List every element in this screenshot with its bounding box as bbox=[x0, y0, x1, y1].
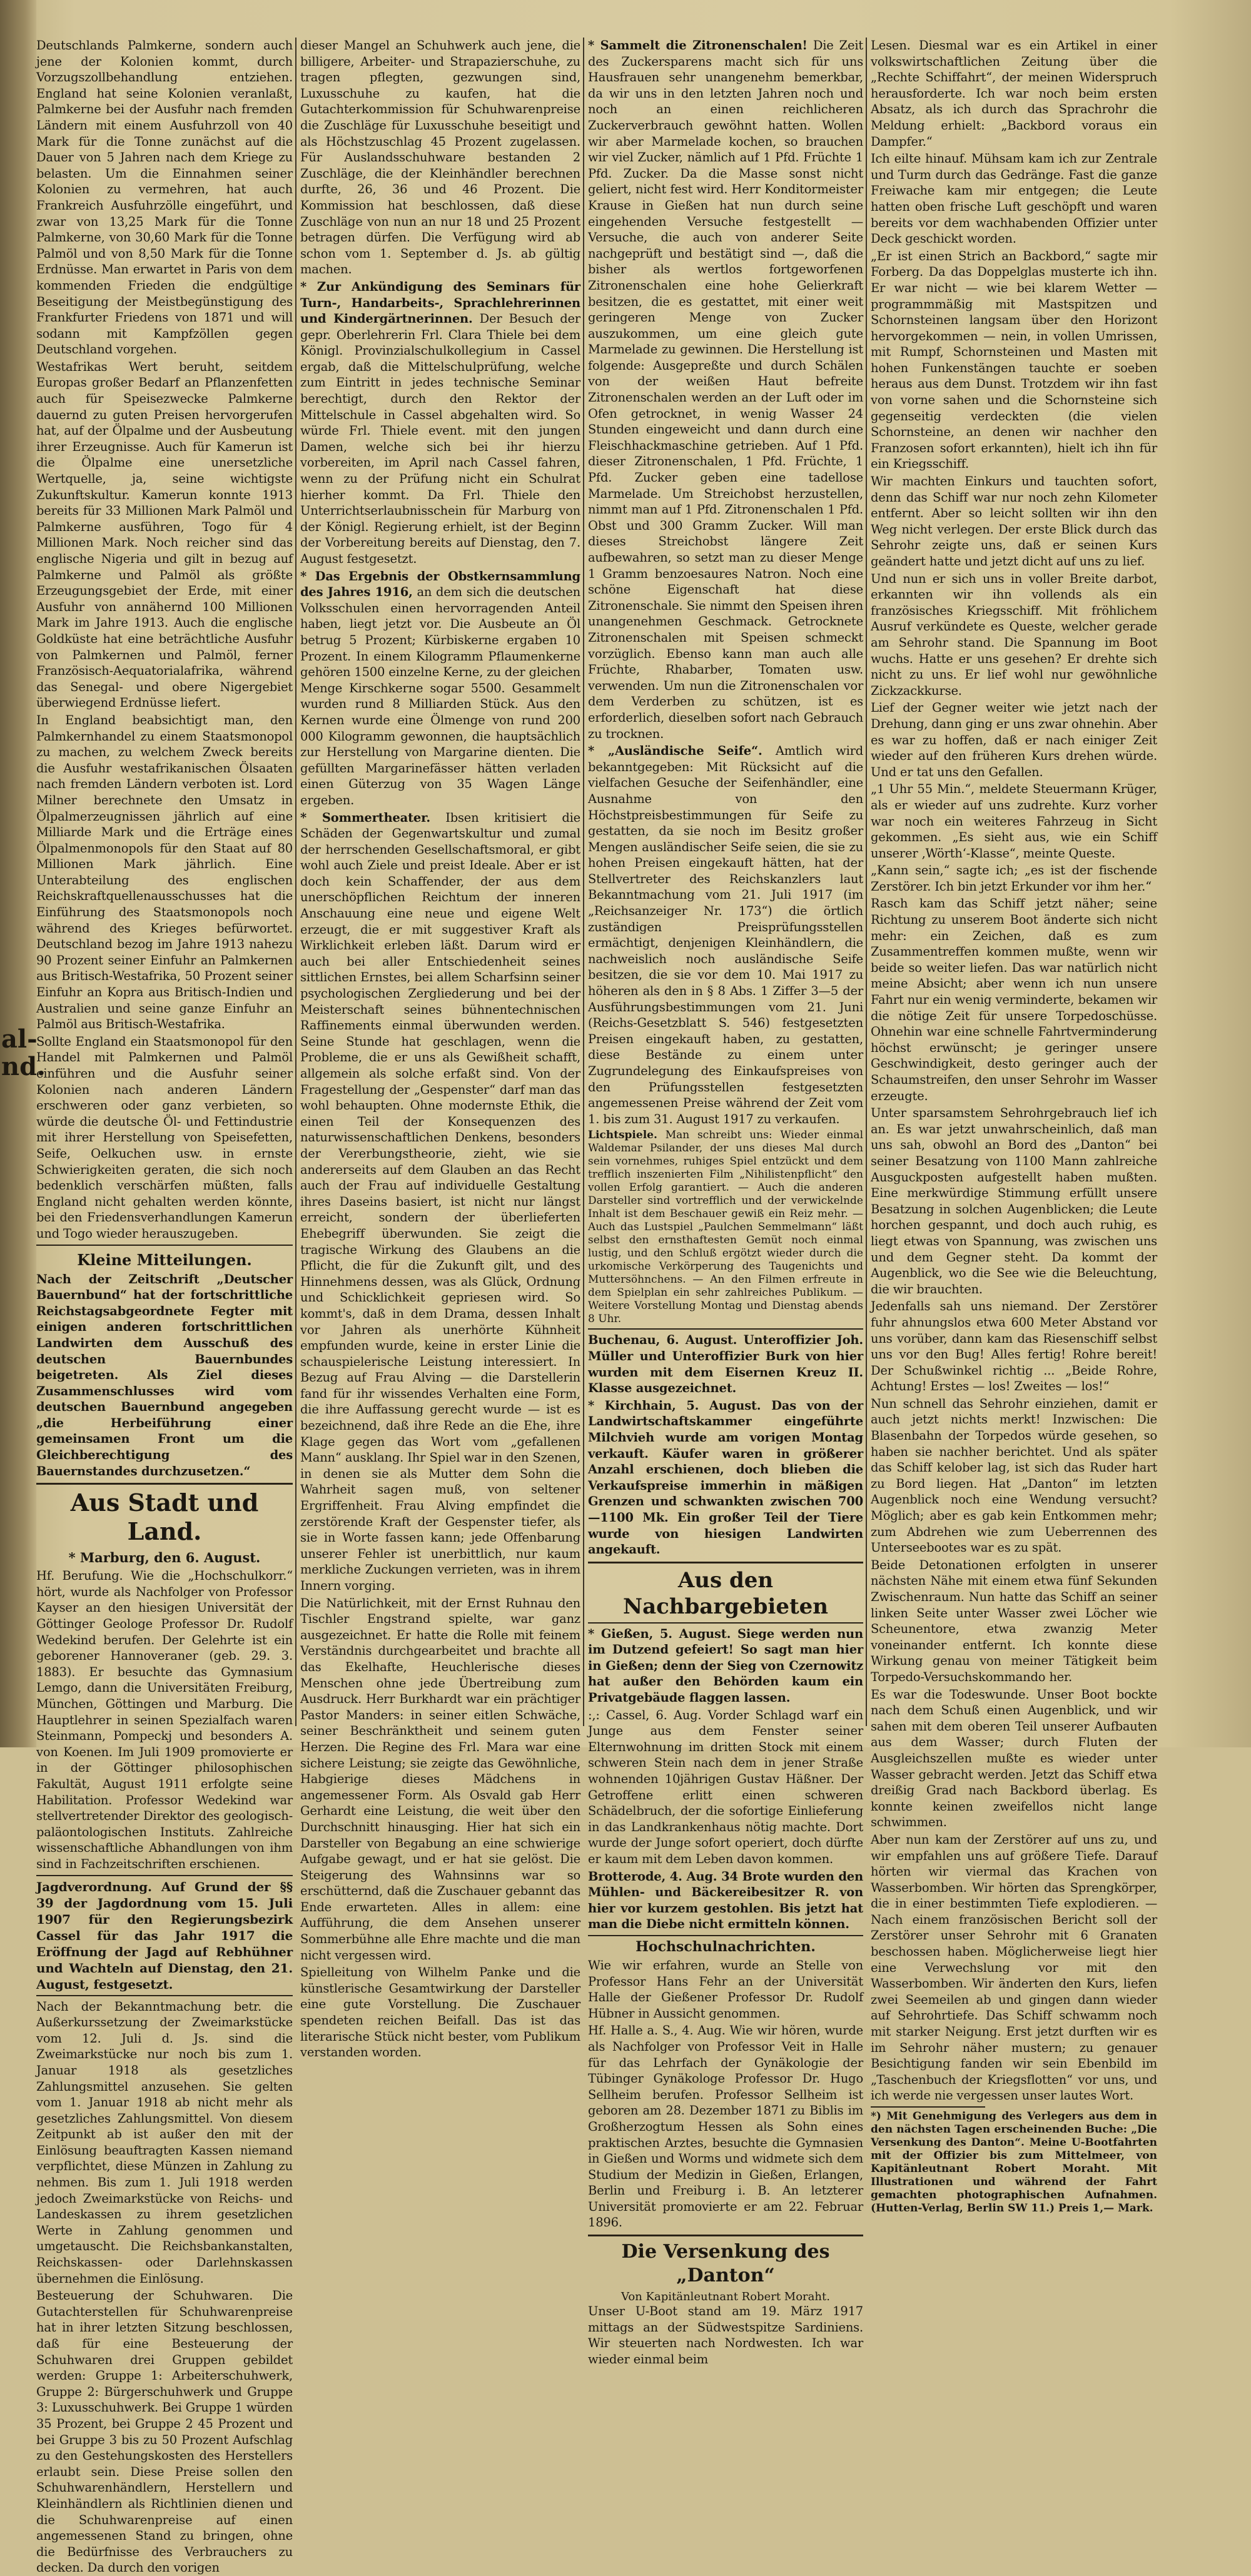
heading-sommertheater: * Sommertheater. bbox=[300, 810, 430, 825]
article-buchenau: Buchenau, 6. August. Unteroffizier Joh. Müller und Unteroffizier Burk von hier wurden mit dem Eisernen Kreuz II. Klasse ausgezeichnet. bbox=[588, 1333, 863, 1396]
article-danton-13: Beide Detonationen erfolgten in unserer nächsten Nähe mit einem etwa fünf Sekunden Zwischenraum. Nun hatte das Schiff an seiner linken Seite unter Wasser zwei Löcher wie Scheunentore, etwa zwanzig Meter voneinander entfernt. Ich konnte diese Wirkung genau von meiner Tätigkeit beim Torpedo-Versuchskommando her. bbox=[871, 1557, 1157, 1684]
divider bbox=[36, 1245, 293, 1246]
article-giessen: * Gießen, 5. August. Siege werden nun im Dutzend gefeiert! So sagt man hier in Gießen; denn der Sieg von Czernowitz hat außer den Behörden kaum ein Privatgebäude flaggen lassen. bbox=[588, 1626, 863, 1705]
article-palmkerne-3: In England beabsichtigt man, den Palmkernhandel zu einem Staatsmonopol zu machen, zu welchem Zweck bereits die Ausfuhr westafrikanischen Ölsaaten nach fremden Ländern verboten ist. Lord Milner berechnete den Umsatz in Ölpalmerzeugnissen jährlich auf eine Milliarde Mark und die Erträge eines Ölpalmenmonopols für den Staat auf 80 Millionen Mark jährlich. Eine Unterabteilung des englischen Reichskraftquellenausschusses hat die Einführung des Staatsmonopols noch während des Krieges befürwortet. Deutschland bezog im Jahre 1913 nahezu 90 Prozent seiner Einfuhr an Palmkernen aus Britisch-Westafrika, 50 Prozent seiner Einfuhr an Kopra aus Britisch-Indien und Australien und seine ganze Einfuhr an Palmöl aus Britisch-Westafrika. bbox=[36, 712, 293, 1032]
divider bbox=[588, 1328, 863, 1330]
article-sommertheater-1: Ibsen kritisiert die Schäden der Gegenwartskultur und zumal der herrschenden Gesellschaftsmoral, er gibt wohl auch Ziele und preist Ideale. Aber er ist doch kein Schaffender, der aus dem unerschöpflichen Reichtum der inneren Anschauung eine neue und eigene Welt erzeugt, die er mit suggestiver Kraft als Wirklichkeit erleben läßt. Darum wird er auch bei aller Entschiedenheit seines sittlichen Ernstes, bei allem Scharfsinn seiner psychologischen Zergliederung und bei der Meisterschaft seines bühnentechnischen Raffinements einmal überwunden werden. Seine Stunde hat geschlagen, wenn die Probleme, die er uns als Gewißheit schafft, allgemein als solche erfaßt sind. Von der Fragestellung der „Gespenster“ darf man das wohl behaupten. Ohne modernste Ethik, die einen Teil der Konsequenzen des naturwissenschaftlichen Denkens, besonders der Vererbungstheorie, zieht, wie sie andererseits auf dem Glauben an das Recht auch der Frau auf individuelle Gestaltung ihres Daseins basiert, ist nicht nur längst erreicht, sondern der überlieferten Ehebegriff überwunden. Sie zeigt die tragische Wirkung des Glaubens an die Pflicht, die für die Zukunft gilt, und des Hinnehmens dessen, was als Glück, Ordnung und Schicklichkeit gepriesen wird. So kommt's, daß in dem Drama, dessen Inhalt vor Jahren als unerhörte Kühnheit empfunden wurde, keine in erster Linie die schauspielerische Leistung interessiert. In Bezug auf Frau Alving — die Darstellerin fand für ihr wissendes Verhalten eine Form, die ihre Auffassung gerecht wurde — ist es bezeichnend, daß ihre Rede an die Ehe, ihre Klage gegen das Wort vom „gefallenen Mann“ ausklang. Ihr Spiel war in den Szenen, in denen sie als Mutter dem Sohn die Wahrheit sagen muß, von seltener Ergriffenheit. Frau Alving empfindet die zerstörende Kraft der Gespenster tiefer, als sie in Worte fassen kann; jede Offenbarung unserer Fehler ist unerbittlich, nur kaum merkliche Zuckungen verrieten, was in ihrem Innern vorging. bbox=[300, 810, 581, 1593]
column-rule bbox=[866, 38, 867, 1726]
article-seminar: Der Besuch der gepr. Oberlehrerin Frl. Clara Thiele bei dem Königl. Provinzialschulkollegium in Cassel ergab, daß die Mittelschulprüfung, welche zum Eintritt in jedes technische Seminar berechtigt, durch den Rektor der Mittelschule in Cassel abgehalten wird. So würde Frl. Thiele event. mit den jungen Damen, welche sich bei ihr hierzu vorbereiten, im April nach Cassel fahren, wenn zu der Prüfung nicht ein Schulrat hierher kommt. Da Frl. Thiele den Unterrichtserlaubnisschein für Marburg von der Königl. Regierung erhielt, ist der Beginn der Vorbereitung bereits auf Dienstag, den 7. August festgesetzt. bbox=[300, 311, 580, 566]
footnote-danton: *) Mit Genehmigung des Verlegers aus dem in den nächsten Tagen erscheinenden Buche: „Die Versenkung des Danton“. Meine U-Bootfahrten mit der Offizier bis zum Mittelmeer, von Kapitänleutnant Robert Moraht. Mit Illustrationen und während der Fahrt gemachten photographischen Aufnahmen. (Hutten-Verlag, Berlin SW 11.) Preis 1,— Mark. bbox=[871, 2110, 1157, 2215]
column-2 bbox=[300, 38, 581, 2060]
article-bauernbund: Nach der Zeitschrift „Deutscher Bauernbund“ hat der fortschrittliche Reichstagsabgeordnete Fegter mit einigen anderen fortschrittlichen Landwirten dem Ausschuß des deutschen Bauernbundes beigetreten. Als Ziel dieses Zusammenschlusses wird vom deutschen Bauernbund angegeben „die Herbeiführung einer gemeinsamen Front um die Gleichberechtigung des Bauernstandes durchzusetzen.“ bbox=[36, 1271, 293, 1478]
heading-jagdverordnung: Jagdverordnung. bbox=[36, 1879, 152, 1894]
article-danton-1: Lesen. Diesmal war es ein Artikel in einer volkswirtschaftlichen Zeitung über die „Rechte Schiffahrt“, der meinen Widerspruch herausforderte. Ich war noch beim ersten Absatz, als ich durch das Sprachrohr die Meldung erhielt: „Backbord voraus ein Dampfer.“ bbox=[871, 38, 1157, 149]
article-zweimarkstuecke: Nach der Bekanntmachung betr. die Außerkurssetzung der Zweimarkstücke vom 12. Juli d. Js. sind die Zweimarkstücke nur noch bis zum 1. Januar 1918 als gesetzliches Zahlungsmittel anzusehen. Sie gelten vom 1. Januar 1918 ab nicht mehr als gesetzliches Zahlungsmittel. Von diesem Zeitpunkt ab ist außer den mit der Einlösung beauftragten Kassen niemand verpflichtet, diese Münzen in Zahlung zu nehmen. Bis zum 1. Juli 1918 werden jedoch Zweimarkstücke von Reichs- und Landeskassen zu ihrem gesetzlichen Werte in Zahlung genommen und umgetauscht. Die Reichsbankanstalten, Reichskassen- oder Darlehnskassen übernehmen die Einlösung. bbox=[36, 1999, 293, 2286]
section-heading-kleine-mitteilungen: Kleine Mitteilungen. bbox=[77, 1250, 252, 1269]
divider bbox=[36, 1483, 293, 1485]
byline-moraht: Von Kapitänleutnant Robert Moraht. bbox=[621, 2290, 830, 2304]
article-sommertheater-3: Spielleitung von Wilhelm Panke und die künstlerische Gesamtwirkung der Darsteller eine gute Vorstellung. Die Zuschauer spendeten reichen Beifall. Das ist das literarische Stück nicht bester, vom Publikum verstanden worden. bbox=[300, 1965, 580, 2060]
article-danton-15: Aber nun kam der Zerstörer auf uns zu, und wir empfahlen uns auf größere Tiefe. Darauf hörten wir viermal das Krachen von Wasserbomben. Wir hörten das Sprengkörper, die in einer bestimmten Tiefe explodieren. — Nach einem französischen Bericht soll der Zerstörer unser Sehrohr mit 6 Granaten beschossen haben. Möglicherweise liegt hier eine Verwechslung vor mit den Wasserbomben. Wir änderten den Kurs, liefen zwei Seemeilen ab und gingen dann wieder auf Sehrohrtiefe. Das Schiff schwamm noch mit starker Neigung. Erst jetzt durften wir es im Sehrohr näher mustern; zu genauer Besichtigung fanden wir sein Ebenbild im „Taschenbuch der Kriegsflotten“ vor uns, und ich werde nie vergessen unser lautes Wort. bbox=[871, 1832, 1157, 2103]
article-danton-7: „1 Uhr 55 Min.“, meldete Steuermann Krüger, als er wieder auf uns zudrehte. Kurz vorher war noch ein weiteres Fahrzeug in Sicht gekommen. „Es sieht aus, wie ein Schiff unserer ‚Wörth‘-Klasse“, meinte Queste. bbox=[871, 782, 1157, 861]
article-danton-3: „Er ist einen Strich an Backbord,“ sagte mir Forberg. Da das Doppelglas musterte ich ihn. Er war nicht — wie bei klarem Wetter — programmmäßig mit Mastspitzen und Schornsteinen langsam über den Horizont hervorgekommen — nein, in vollen Umrissen, mit Rumpf, Schornsteinen und Masten mit hohen Funkenstängen tauchte er soeben heraus aus dem Dunst. Trotzdem wir ihn fast von vorne sahen und die Schornsteine sich gegenseitig verdeckten (die vielen Schornsteine, an denen wir nachher den Franzosen sofort erkannten), hielt ich ihn für ein Kriegsschiff. bbox=[871, 248, 1157, 472]
article-palmkerne-2: Westafrikas Wert beruht, seitdem Europas großer Bedarf an Pflanzenfetten auch für Speisezwecke Palmkerne dauernd zu guten Preisen hervorgerufen hat, auf der Ölpalme und der Ausbeutung ihrer Erzeugnisse. Auch für Kamerun ist die Ölpalme eine unersetzliche Wertquelle, ja, seine wichtigste Zukunftskultur. Kamerun konnte 1913 bereits für 33 Millionen Mark Palmöl und Palmkerne ausführen, Togo für 4 Millionen Mark. Noch reicher sind das englische Nigeria und gilt in bezug auf Palmkerne und Palmöl als größte Erzeugungsgebiet der Erde, mit einer Ausfuhr von annähernd 100 Millionen Mark im Jahre 1913. Auch die englische Goldküste hat eine beträchtliche Ausfuhr von Palmkernen und Palmöl, ferner Französisch-Aequatorialafrika, während das Senegal- und obere Nigergebiet überwiegend Erdnüsse liefert. bbox=[36, 359, 293, 710]
article-obstkernsammlung: an dem sich die deutschen Volksschulen einen hervorragenden Anteil haben, liegt jetzt vor. Die Ausbeute an Öl betrug 5 Prozent; Kürbiskerne ergaben 10 Prozent. In einem Kilogramm Pflaumenkerne gehören 1500 einzelne Kerne, zu der gleichen Menge Kirschkerne sogar 5500. Gesammelt wurden rund 8 Milliarden Stück. Aus den Kernen wurde eine Ölmenge von rund 200 000 Kilogramm gewonnen, die hauptsächlich zur Herstellung von Margarine dienten. Die gefüllten Margarinefässer hätten verladen einen Güterzug von 35 Wagen Länge ergeben. bbox=[300, 585, 580, 807]
divider bbox=[588, 2235, 863, 2236]
article-berufung: Hf. Berufung. Wie die „Hochschulkorr.“ hört, wurde als Nachfolger von Professor Kayser an den hiesigen Universität der Göttinger Geologe Professor Dr. Rudolf Wedekind berufen. Der Gelehrte ist ein geborener Hannoveraner (geb. 29. 3. 1883). Er besuchte das Gymnasium Lemgo, dann die Universitäten Freiburg, München, Göttingen und Marburg. Die Hauptlehrer in seinen Spezialfach waren Steinmann, Pompeckj und besonders A. von Koenen. Im Juli 1909 promovierte er in der Göttinger philosophischen Fakultät, August 1911 erfolgte seine Habilitation. Professor Wedekind war stellvertretender Direktor des geologisch-paläontologischen Instituts. Zahlreiche wissenschaftliche Abhandlungen von ihm sind in Fachzeitschriften erschienen. bbox=[36, 1568, 293, 1871]
article-danton-14: Es war die Todeswunde. Unser Boot bockte nach dem Schuß einen Augenblick, und wir sahen mit dem oberen Teil unserer Aufbauten aus dem Wasser; durch Fluten der Ausgleichszellen mußte es wieder unter Wasser gebracht werden. Jetzt das Schiff etwa dreißig Grad nach Backbord überlag. Es konnte keinen zweifellos nicht lange schwimmen. bbox=[871, 1687, 1157, 1830]
page-edge bbox=[1170, 0, 1251, 1747]
article-brotterode: Brotterode, 4. Aug. 34 Brote wurden den Mühlen- und Bäckereibesitzer R. von hier vor kurzem gestohlen. Bis jetzt hat man die Diebe nicht ermitteln können. bbox=[588, 1869, 863, 1932]
article-hochschul-2: Hf. Halle a. S., 4. Aug. Wie wir hören, wurde als Nachfolger von Professor Veit in Halle für das Lehrfach der Gynäkologie der Tübinger Gynäkologe Professor Dr. Hugo Sellheim berufen. Professor Sellheim ist geboren am 28. Dezember 1871 zu Biblis im Großherzogtum Hessen als Sohn eines praktischen Arztes, besuchte die Gymnasien in Gießen und Worms und widmete sich dem Studium der Medizin in Gießen, Erlangen, Berlin und Freiburg i. B. An letzterer Universität promovierte er am 22. Februar 1896. bbox=[588, 2023, 863, 2230]
column-4 bbox=[871, 38, 1157, 2215]
column-rule bbox=[583, 38, 584, 1726]
heading-versenkung-danton: Die Versenkung des „Danton“ bbox=[621, 2241, 830, 2287]
article-danton-10: Unter sparsamstem Sehrohrgebrauch lief ich an. Es war jetzt unwahrscheinlich, daß man uns sah, obwohl an Bord des „Danton“ bei seiner Besatzung von 1100 Mann zahlreiche Ausguckposten aufgestellt haben mußten. Eine merkwürdige Stimmung erfüllt unsere Besatzung in solchen Augenblicken; die Leute horchen gespannt, und doch auch ruhig, es liegt etwas von Spannung, was zwischen uns und dem Gegner steht. Da kommt der Augenblick, wo die See wie die Beleuchtung, die wir brauchten. bbox=[871, 1106, 1157, 1296]
divider bbox=[36, 1875, 293, 1876]
divider bbox=[871, 2106, 985, 2108]
article-danton-4: Wir machten Einkurs und tauchten sofort, denn das Schiff war nur noch zehn Kilometer entfernt. Aber so leicht sollten wir ihn den Weg nicht verlegen. Der erste Blick durch das Sehrohr zeigte uns, daß er seinen Kurs geändert hatte und jetzt dicht auf uns zu lief. bbox=[871, 474, 1157, 568]
heading-seminar: * Zur Ankündigung des Seminars für Turn-, Handarbeits-, Sprachlehrerinnen und Kindergärtnerinnen. bbox=[300, 279, 580, 326]
article-danton-6: Lief der Gegner weiter wie jetzt nach der Drehung, dann ging er uns zwar ohnehin. Aber es war zu hoffen, daß er nach einiger Zeit wieder auf den früheren Kurs drehen würde. Und er tat uns den Gefallen. bbox=[871, 700, 1157, 779]
article-danton-5: Und nun er sich uns in voller Breite darbot, erkannten wir ihn vollends als ein französisches Kriegsschiff. Mit fröhlichem Ausruf verkündete es Queste, welcher gerade am Sehrohr stand. Die Spannung im Boot wuchs. Hatte er uns gesehen? Er drehte sich nicht zu uns. Er lief wohl nur gewöhnliche Zickzackkurse. bbox=[871, 571, 1157, 698]
section-heading-nachbargebieten: Aus den Nachbargebieten bbox=[622, 1567, 829, 1619]
article-sommertheater-2: Die Natürlichkeit, mit der Ernst Ruhnau den Tischler Engstrand spielte, war ganz ausgezeichnet. Er hatte die Rolle mit feinem Verständnis durchgearbeitet und brachte all das Ekelhafte, Heuchlerische dieses Menschen ohne jede Übertreibung zum Ausdruck. Herr Burkhardt war ein prächtiger Pastor Manders: in seiner eitlen Schwäche, seiner Beschränktheit und seinem guten Herzen. Die Regine des Frl. Mara war eine sichere Leistung; sie zeigte das Gewöhnliche, Habgierige dieses Mädchens in angemessener Form. Als Osvald gab Herr Gerhardt eine Leistung, die weit über den Durchschnitt hinausging. Hier hat sich ein Darsteller von Begabung an eine schwierige Aufgabe gewagt, und er hat sie gelöst. Die Steigerung des Wahnsinns war so erschütternd, daß die Zuschauer gebannt das Ende erwarteten. Alles in allem: eine Aufführung, die dem Ansehen unserer Sommerbühne alle Ehre machte und die man nicht vergessen wird. bbox=[300, 1595, 580, 1962]
article-lichtspiele: Man schreibt uns: Wieder einmal Waldemar Psilander, der uns dieses Mal durch sein vornehmes, ruhiges Spiel entzückt und dem trefflich inszenierten Film „Nihilistenpflicht“ den vollen Erfolg garantiert. — Auch die anderen Darsteller sind vortrefflich und der verwickelnde Inhalt ist dem Beschauer gewiß ein Reiz mehr. — Auch das Lustspiel „Paulchen Semmelmann“ läßt selbst den ernsthaftesten Gemüt noch einmal lustig, und den Schluß ergötzt wieder durch die urkomische Verkörperung des Taugenichts und Muttersöhnchens. — An den Filmen erfreute in dem Spielplan ein sehr zahlreiches Publikum. — Weitere Vorstellung Montag und Dienstag abends 8 Uhr. bbox=[588, 1129, 864, 1326]
article-danton-8: „Kann sein,“ sagte ich; „es ist der fischende Zerstörer. Ich bin jetzt Erkunder vor ihm her.“ bbox=[871, 863, 1157, 894]
divider bbox=[588, 1622, 863, 1624]
article-danton-11: Jedenfalls sah uns niemand. Der Zerstörer fuhr ahnungslos etwa 600 Meter Abstand vor uns vorüber, dann kam das Riesenschiff selbst uns vor den Bug! Alles fertig! Rohre bereit! Der Schußwinkel richtig ... „Beide Rohre, Achtung! Erstes — los! Zweites — los!“ bbox=[871, 1299, 1157, 1394]
article-jagdverordnung: Auf Grund der §§ 39 der Jagdordnung vom 15. Juli 1907 für den Regierungsbezirk Cassel für das Jahr 1917 die Eröffnung der Jagd auf Rebhühner und Wachteln auf Dienstag, den 21. August, festgesetzt. bbox=[36, 1879, 293, 1992]
heading-lichtspiele: Lichtspiele. bbox=[588, 1129, 657, 1142]
divider bbox=[36, 1995, 293, 1996]
article-kirchhain: * Kirchhain, 5. August. Das von der Landwirtschaftskammer eingeführte Milchvieh wurde am vorigen Montag verkauft. Käufer waren in größerer Anzahl erschienen, doch blieben die Verkaufspreise immerhin in mäßigen Grenzen und schwankten zwischen 700—1100 Mk. Ein großer Teil der Tiere wurde von hiesigen Landwirten angekauft. bbox=[588, 1398, 863, 1557]
binding-edge bbox=[0, 0, 46, 1747]
column-1 bbox=[36, 38, 293, 2575]
article-danton-start: Unser U-Boot stand am 19. März 1917 mittags an der Südwestspitze Sardiniens. Wir steuerten nach Nordwesten. Ich war wieder einmal beim bbox=[588, 2304, 863, 2366]
article-palmkerne-1: Deutschlands Palmkerne, sondern auch jene der Kolonien kommt, durch Vorzugszollbehandlung entziehen. England hat seine Kolonien veranlaßt, Palmkerne bei der Ausfuhr nach fremden Ländern mit einem Ausfuhrzoll von 40 Mark für die Tonne zunächst auf die Dauer von 5 Jahren nach dem Kriege zu belasten. Um die Einnahmen seiner Kolonien zu vermehren, hat auch Frankreich Ausfuhrzölle eingeführt, und zwar von 13,25 Mark für die Tonne Palmkerne, von 30,60 Mark für die Tonne Palmöl und von 8,50 Mark für die Tonne Erdnüsse. Man erwartet in Paris von dem kommenden Frieden die endgültige Beseitigung der Meistbegünstigung des Frankfurter Friedens von 1871 und will sodann mit Kampfzöllen gegen Deutschland vorgehen. bbox=[36, 38, 293, 357]
article-danton-12: Nun schnell das Sehrohr einziehen, damit er auch jetzt nichts merkt! Inzwischen: Die Blasenbahn der Torpedos würde gesehen, so haben sie nachher berichtet. Und als später das Schiff kelober lag, ist sich das Ruder hart zu Bord liegen. Hat „Danton“ im letzten Augenblick noch eine Wendung versucht? Möglich; aber es gab kein Entkommen mehr; zum Abdrehen wie zum Ueberrennen des Unterseebootes war es zu spät. bbox=[871, 1396, 1157, 1555]
article-danton-2: Ich eilte hinauf. Mühsam kam ich zur Zentrale und Turm durch das Gedränge. Fast die ganze Freiwache kam mir entgegen; die Leute hatten oben frische Luft geschöpft und waren bereits vor dem wachhabenden Offizier unter Deck geschickt worden. bbox=[871, 151, 1157, 246]
article-danton-9: Rasch kam das Schiff jetzt näher; seine Richtung zu unserem Boot änderte sich nicht mehr: ein Zeichen, daß es zum Zusammentreffen kommen mußte, wenn wir beide so weiter liefen. Das war natürlich nicht meine Absicht; aber wenn ich nun unsere Fahrt nur ein wenig verminderte, bekamen wir die nötige Zeit für unsere Torpedoschüsse. Ohnehin war eine schnelle Fahrtverminderung höchst erwünscht; je geringer unsere Geschwindigkeit, desto geringer auch der Schaumstreifen, den unser Sehrohr im Wasser erzeugte. bbox=[871, 896, 1157, 1103]
margin-fragment: al- nd. bbox=[1, 1024, 46, 1081]
article-schuhwaren-cont: dieser Mangel an Schuhwerk auch jene, die billigere, Arbeiter- und Strapazierschuhe, zu tragen pflegten, gezwungen sind, Luxusschuhe zu kaufen, hat die Gutachterkommission für Schuhwarenpreise die Zuschläge für Luxusschuhe beseitigt und als Höchstzuschlag 45 Prozent zugelassen. Für Auslandsschuhware bestanden 2 Zuschläge, die der Kleinhändler berechnen durfte, 26, 36 und 46 Prozent. Die Kommission hat beschlossen, daß diese Zuschläge von nun an nur 18 und 25 Prozent betragen dürfen. Die Verfügung wird ab schon vom 1. September d. Js. ab gültig machen. bbox=[300, 38, 580, 277]
section-heading-stadt-und-land: Aus Stadt und Land. bbox=[70, 1488, 259, 1546]
section-heading-hochschulnachrichten: Hochschulnachrichten. bbox=[636, 1938, 816, 1955]
column-rule bbox=[295, 38, 296, 1726]
article-schuhwaren: Besteuerung der Schuhwaren. Die Gutachterstellen für Schuhwarenpreise hat in ihrer letzten Sitzung beschlossen, daß für eine Besteuerung der Schuhwaren drei Gruppen gebildet werden: Gruppe 1: Arbeiterschuhwerk, Gruppe 2: Bürgerschuhwerk und Gruppe 3: Luxusschuhwerk. Bei Gruppe 1 würden 35 Prozent, bei Gruppe 2 45 Prozent und bei Gruppe 3 bis zu 50 Prozent Aufschlag zu den Gestehungskosten des Herstellers erlaubt sein. Diese Preise sollen den Schuhwarenhändlern, Herstellern und Kleinhändlern als Richtlinien dienen und die Schuhwarenpreise auf einen angemessenen Stand zu bringen, ohne die Bedürfnisse des Verbrauchers zu decken. Da durch den vorigen bbox=[36, 2288, 293, 2575]
article-palmkerne-4: Sollte England ein Staatsmonopol für den Handel mit Palmkernen und Palmöl einführen und die Ausfuhr seiner Kolonien nach anderen Ländern erschweren oder ganz verbieten, so würde die deutsche Öl- und Fettindustrie mit ihrer Herstellung von Speisefetten, Seife, Oelkuchen usw. in ernste Schwierigkeiten geraten, die sich noch bedenklich verschärfen müßten, falls England nicht gehalten werden könnte, bei den Friedensverhandlungen Kamerun und Togo wieder herauszugeben. bbox=[36, 1034, 293, 1241]
divider bbox=[588, 1562, 863, 1563]
article-hochschul-1: Wie wir erfahren, wurde an Stelle von Professor Hans Fehr an der Universität Halle der Gießener Professor Dr. Rudolf Hübner in Aussicht genommen. bbox=[588, 1957, 863, 2021]
heading-zitronenschalen: * Sammelt die Zitronenschalen! bbox=[588, 38, 808, 53]
article-cassel: :,: Cassel, 6. Aug. Vorder Schlagd warf ein Junge aus dem Fenster seiner Elternwohnung im dritten Stock mit einem schweren Stein nach dem in jener Straße wohnenden 10jährigen Gustav Häßner. Der Getroffene erlitt einen schweren Schädelbruch, der die sofortige Einlieferung in das Landkrankenhaus nötig machte. Dort wurde der Junge sofort operiert, doch dürfte er kaum mit dem Leben davon kommen. bbox=[588, 1707, 863, 1866]
article-auslaendische-seife: Amtlich wird bekanntgegeben: Mit Rücksicht auf die vielfachen Gesuche der Seifenhändler, eine Ausnahme von den Höchstpreisbestimmungen für Seife zu gestatten, da sie noch im Besitz großer Mengen ausländischer Seife seien, die sie zu hohen Preisen eingekauft hätten, hat der Stellvertreter des Reichskanzlers laut Bekanntmachung vom 21. Juli 1917 (im „Reichsanzeiger Nr. 173“) die örtlich zuständigen Preisprüfungsstellen ermächtigt, denjenigen Kleinhändlern, die nachweislich noch ausländische Seife besitzen, die sie vor dem 10. Mai 1917 zu höheren als den in § 8 Abs. 1 Ziffer 3—5 der Ausführungsbestimmungen vom 21. Juni (Reichs-Gesetzblatt S. 546) festgesetzten Preisen eingekauft haben, zu gestatten, diese Bestände zu einem unter Zugrundelegung des Einkaufspreises von den Prüfungsstellen festgesetzten angemessenen Preise während der Zeit vom 1. bis zum 31. August 1917 zu verkaufen. bbox=[588, 744, 864, 1126]
dateline-marburg: * Marburg, den 6. August. bbox=[68, 1550, 261, 1566]
divider bbox=[588, 1935, 863, 1936]
heading-auslaendische-seife: * „Ausländische Seife“. bbox=[588, 744, 762, 759]
article-zitronenschalen: Die Zeit des Zuckersparens macht sich für uns Hausfrauen sehr unangenehm bemerkbar, da wir uns in den letzten Jahren noch und noch an einen reichlicheren Zuckerverbrauch gewöhnt hatten. Wollen wir aber Marmelade kochen, so brauchen wir viel Zucker, nämlich auf 1 Pfd. Früchte 1 Pfd. Zucker. Da die Masse sonst nicht geliert, nicht fest wird. Herr Konditormeister Krause in Gießen hat nun durch seine eingehenden Versuche festgestellt — Versuche, die auch von anderer Seite nachgeprüft und bestätigt sind —, daß die bisher als wertlos fortgeworfenen Zitronenschalen eine hohe Gelierkraft besitzen, die es gestattet, mit einer weit geringeren Menge von Zucker auszukommen, um eine gleich gute Marmelade zu gewinnen. Die Herstellung ist folgende: Ausgepreßte und durch Schälen von der weißen Haut befreite Zitronenschalen werden an der Luft oder im Ofen getrocknet, in wenig Wasser 24 Stunden eingeweicht und dann durch eine Fleischhackmaschine getrieben. Auf 1 Pfd. dieser Zitronenschalen, 1 Pfd. Früchte, 1 Pfd. Zucker geben eine tadellose Marmelade. Um Streichobst herzustellen, nimmt man auf 1 Pfd. Zitronenschalen 1 Pfd. Obst und 300 Gramm Zucker. Will man dieses Streichobst längere Zeit aufbewahren, so setzt man zu dieser Menge 1 Gramm benzoesaures Natron. Noch eine schöne Eigenschaft hat diese Zitronenschale. Sie nimmt den Speisen ihren unangenehmen Geschmack. Getrocknete Zitronenschalen mit Speisen schmeckt vorzüglich. Ebenso kann man auch alle Früchte, Rhabarber, Tomaten usw. verwenden. Um nun die Zitronenschalen vor dem Verderben zu schützen, ist es erforderlich, dieselben sofort nach Gebrauch zu trocknen. bbox=[588, 38, 864, 741]
column-3 bbox=[588, 38, 864, 2366]
heading-obstkernsammlung: * Das Ergebnis der Obstkernsammlung des Jahres 1916, bbox=[300, 568, 580, 600]
